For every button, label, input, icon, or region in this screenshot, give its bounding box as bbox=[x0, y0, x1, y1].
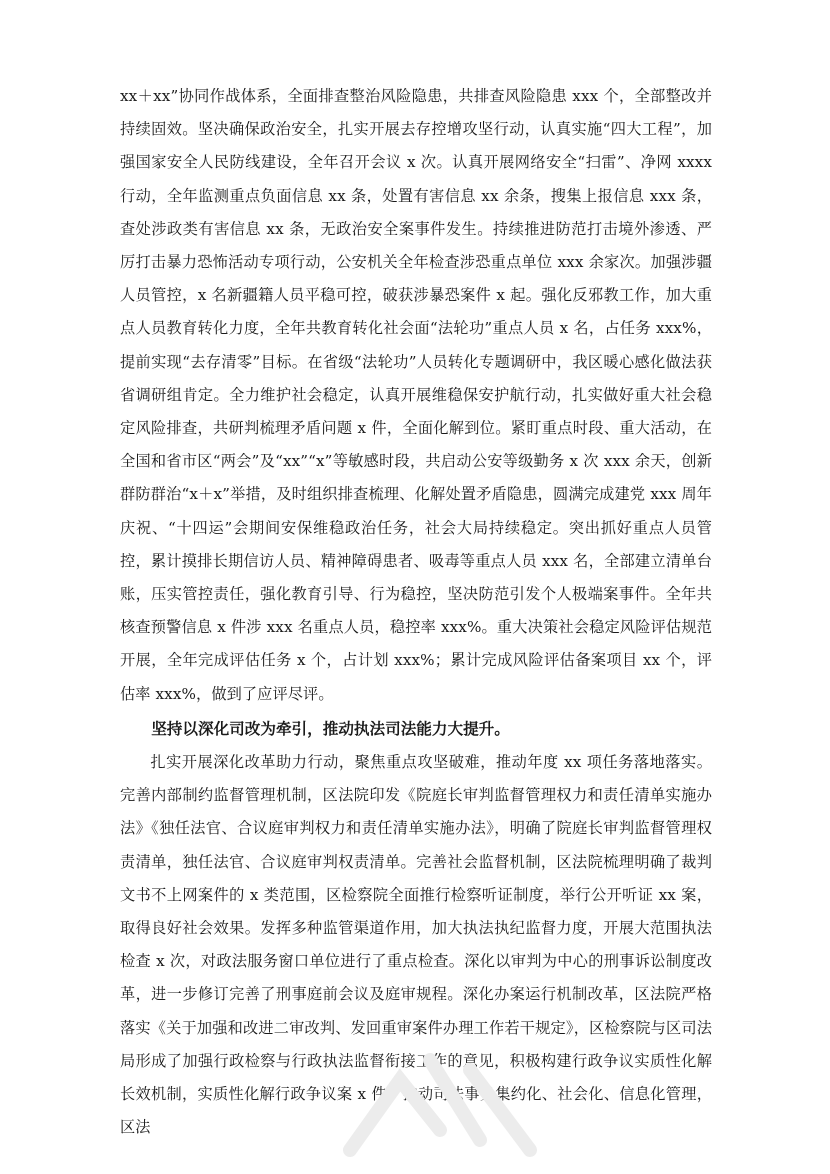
body-paragraph: xx＋xx”协同作战体系，全面排查整治风险隐患，共排查风险隐患 xxx 个，全部整改并持续固效。坚决确保政治安全，扎实开展去存控增攻坚行动，认真实施“四大工程”，加强国家安全人民防线建设，全年召开会议 x 次。认真开展网络安全“扫雷”、净网 xxxx 行动，全年监测重点负面信息 xx 条，处置有害信息 xx 余条，搜集上报信息 xxx 条，查处涉政类有害信息 xx 条，无政治安全案事件发生。持续推进防范打击境外渗透、严厉打击暴力恐怖活动专项行动，公安机关全年检查涉恐重点单位 xxx 余家次。加强涉疆人员管控，x 名新疆籍人员平稳可控，破获涉暴恐案件 x 起。强化反邪教工作，加大重点人员教育转化力度，全年共教育转化社会面“法轮功”重点人员 x 名，占任务 xxx%，提前实现“去存清零”目标。在省级“法轮功”人员转化专题调研中，我区暖心感化做法获省调研组肯定。全力维护社会稳定，认真开展维稳保安护航行动，扎实做好重大社会稳定风险排查，共研判梳理矛盾问题 x 件，全面化解到位。紧盯重点时段、重大活动，在全国和省市区“两会”及“xx”“x”等敏感时段，共启动公安等级勤务 x 次 xxx 余天，创新群防群治“x＋x”举措，及时组织排查梳理、化解处置矛盾隐患，圆满完成建党 xxx 周年庆祝、“十四运”会期间安保维稳政治任务，社会大局持续稳定。突出抓好重点人员管控，累计摸排长期信访人员、精神障碍患者、吸毒等重点人员 xxx 名，全部建立清单台账，压实管控责任，强化教育引导、行为稳控，坚决防范引发个人极端案事件。全年共核查预警信息 x 件涉 xxx 名重点人员，稳控率 xxx%。重大决策社会稳定风险评估规范开展，全年完成评估任务 x 个，占计划 xxx%；累计完成风险评估备案项目 xx 个，评估率 xxx%，做到了应评尽评。 bbox=[120, 87, 712, 703]
body-paragraph: 扎实开展深化改革助力行动，聚焦重点攻坚破难，推动年度 xx 项任务落地落实。完善内部制约监督管理机制，区法院印发《院庭长审判监督管理权力和责任清单实施办法》《独任法官、合议庭审判权力和责任清单实施办法》，明确了院庭长审判监督管理权责清单，独任法官、合议庭审判权责清单。完善社会监督机制，区法院梳理明确了裁判文书不上网案件的 x 类范围，区检察院全面推行检察听证制度，举行公开听证 xx 案，取得良好社会效果。发挥多种监管渠道作用，加大执法执纪监督力度，开展大范围执法检查 x 次，对政法服务窗口单位进行了重点检查。深化以审判为中心的刑事诉讼制度改革，进一步修订完善了刑事庭前会议及庭审规程。深化办案运行机制改革，区法院严格落实《关于加强和改进二审改判、发回重审案件办理工作若干规定》，区检察院与区司法局形成了加强行政检察与行政执法监督衔接工作的意见，积极构建行政争议实质性化解长效机制，实质性化解行政争议案 x 件。推动司法事务集约化、社会化、信息化管理，区法 bbox=[120, 753, 712, 1137]
document-body bbox=[120, 80, 712, 1145]
section-heading: 坚持以深化司改为牵引，推动执法司法能力大提升。 bbox=[151, 719, 510, 738]
